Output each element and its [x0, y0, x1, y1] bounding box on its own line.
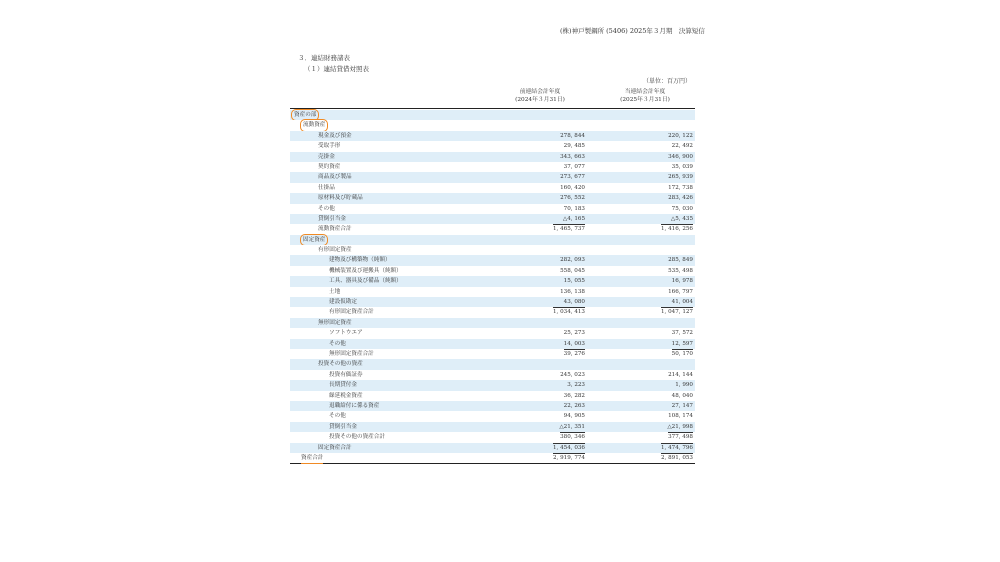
prev-value: 3, 223 [567, 382, 585, 389]
row-label: 無形固定資産 [318, 319, 352, 326]
row-label: 土地 [329, 288, 341, 295]
row-label: 契約資産 [318, 163, 341, 170]
curr-value: 1, 047, 127 [661, 307, 693, 317]
table-row-subtotal [290, 224, 695, 234]
table-row [290, 214, 695, 224]
table-row [290, 245, 695, 255]
table-row [290, 391, 695, 401]
curr-value: 50, 170 [672, 349, 693, 359]
row-label: その他 [318, 205, 335, 212]
curr-value: 1, 474, 796 [661, 443, 693, 453]
prev-value: 39, 276 [564, 349, 585, 359]
curr-value: 166, 797 [668, 288, 693, 295]
prev-value: △4, 165 [562, 215, 585, 222]
row-label-assets-section: 資産の部 [292, 110, 318, 120]
subsection-title: （１）連結貸借対照表 [304, 65, 369, 73]
table-row [290, 411, 695, 421]
prev-value: 36, 282 [563, 392, 585, 399]
table-row [290, 359, 695, 369]
column-header-curr-line2: (2025年３月31日) [620, 97, 670, 103]
row-label: 退職給付に係る資産 [329, 402, 380, 409]
table-row [290, 204, 695, 214]
curr-value: 377, 498 [668, 432, 693, 442]
curr-value: 346, 900 [668, 153, 693, 160]
table-row [290, 380, 695, 390]
table-row-subtotal [290, 307, 695, 317]
row-label: 繰延税金資産 [329, 392, 363, 399]
row-label: 受取手形 [318, 143, 341, 150]
table-row [290, 328, 695, 338]
column-header-prev-line1: 前連結会計年度 [519, 89, 561, 95]
curr-value: 27, 147 [671, 402, 693, 409]
curr-value: △5, 435 [670, 215, 693, 222]
prev-value: 29, 485 [563, 143, 585, 150]
prev-value: 37, 077 [563, 163, 585, 170]
table-row [290, 266, 695, 276]
curr-value: 285, 849 [668, 257, 693, 264]
curr-value: 265, 939 [668, 174, 693, 181]
row-label: 有形固定資産合計 [329, 309, 374, 316]
row-label: 貸倒引当金 [318, 215, 346, 222]
document-header: (株)神戸製鋼所 (5406) 2025年３月期 決算短信 [560, 27, 705, 35]
curr-value: △21, 998 [667, 423, 693, 430]
section-title: ３．連結財務諸表 [298, 54, 350, 62]
row-label: 貸倒引当金 [329, 423, 357, 430]
row-label: 機械装置及び運搬具（純額） [329, 267, 402, 274]
row-label: 投資その他の資産合計 [329, 434, 385, 441]
prev-value: 14, 003 [563, 340, 585, 347]
table-row [290, 297, 695, 307]
row-label: 建設仮勘定 [329, 299, 357, 306]
table-row [290, 235, 695, 245]
balance-sheet-table [290, 110, 695, 464]
row-label-total-assets: 資産合計 [301, 453, 323, 464]
curr-value: 283, 426 [668, 195, 693, 202]
curr-value: 220, 122 [668, 132, 693, 139]
prev-value: 160, 420 [560, 184, 585, 191]
table-row [290, 131, 695, 141]
curr-value: 22, 492 [671, 143, 693, 150]
row-label: 商品及び製品 [318, 174, 352, 181]
prev-value: 558, 045 [560, 267, 585, 274]
table-row-subtotal [290, 349, 695, 359]
prev-value: 273, 677 [560, 174, 585, 181]
prev-value: 245, 023 [560, 371, 585, 378]
row-label: 原材料及び貯蔵品 [318, 195, 363, 202]
table-row [290, 422, 695, 432]
curr-value: 214, 144 [668, 371, 693, 378]
curr-value: 12, 597 [671, 340, 693, 347]
table-row [290, 255, 695, 265]
column-header-current-year [605, 88, 685, 104]
prev-value: 22, 263 [563, 402, 585, 409]
prev-value: △21, 351 [559, 423, 585, 430]
table-row [290, 120, 695, 130]
curr-value: 172, 738 [668, 184, 693, 191]
curr-value: 2, 891, 053 [661, 453, 693, 463]
curr-value: 48, 040 [671, 392, 693, 399]
prev-value: 1, 034, 413 [553, 307, 585, 317]
table-row [290, 287, 695, 297]
column-header-prev-line2: (2024年３月31日) [515, 97, 565, 103]
row-label: 売掛金 [318, 153, 335, 160]
curr-value: 535, 498 [668, 267, 693, 274]
curr-value: 1, 416, 256 [661, 224, 693, 234]
row-label: 固定資産合計 [318, 444, 352, 451]
prev-value: 136, 138 [560, 288, 585, 295]
curr-value: 41, 004 [671, 299, 693, 306]
prev-value: 94, 905 [563, 413, 585, 420]
row-label: 投資有価証券 [329, 371, 363, 378]
table-row-subtotal [290, 443, 695, 453]
prev-value: 25, 273 [563, 330, 585, 337]
prev-value: 43, 080 [563, 299, 585, 306]
prev-value: 276, 552 [560, 195, 585, 202]
row-label: その他 [329, 413, 346, 420]
table-row [290, 110, 695, 120]
table-row [290, 339, 695, 349]
curr-value: 35, 039 [671, 163, 693, 170]
row-label: 投資その他の資産 [318, 361, 363, 368]
unit-label: （単位：百万円） [643, 78, 692, 85]
table-row-grand-total [290, 453, 695, 464]
prev-value: 1, 454, 036 [553, 443, 585, 453]
table-row [290, 193, 695, 203]
table-row [290, 172, 695, 182]
prev-value: 1, 465, 737 [553, 224, 585, 234]
row-label: 建物及び構築物（純額） [329, 257, 391, 264]
table-row [290, 318, 695, 328]
row-label: 有形固定資産 [318, 247, 352, 254]
curr-value: 16, 978 [671, 278, 693, 285]
table-row [290, 370, 695, 380]
prev-value: 278, 844 [560, 132, 585, 139]
column-header-prev-year [500, 88, 580, 104]
table-top-rule [290, 108, 695, 109]
prev-value: 380, 346 [560, 432, 585, 442]
row-label-fixed-assets: 固定資産 [301, 235, 327, 245]
row-label: 現金及び預金 [318, 132, 352, 139]
row-label: 流動資産合計 [318, 226, 352, 233]
row-label: ソフトウエア [329, 330, 363, 337]
prev-value: 15, 055 [563, 278, 585, 285]
column-header-curr-line1: 当連結会計年度 [624, 89, 666, 95]
curr-value: 75, 030 [671, 205, 693, 212]
row-label: 長期貸付金 [329, 382, 357, 389]
table-row-subtotal [290, 432, 695, 442]
prev-value: 343, 663 [560, 153, 585, 160]
table-row [290, 401, 695, 411]
curr-value: 1, 990 [675, 382, 693, 389]
table-row [290, 152, 695, 162]
row-label: 工具、器具及び備品（純額） [329, 278, 402, 285]
prev-value: 2, 919, 774 [553, 453, 585, 463]
prev-value: 70, 183 [563, 205, 585, 212]
table-row [290, 276, 695, 286]
prev-value: 282, 093 [560, 257, 585, 264]
table-row [290, 141, 695, 151]
row-label-current-assets: 流動資産 [301, 120, 327, 130]
row-label: 無形固定資産合計 [329, 350, 374, 357]
curr-value: 37, 572 [671, 330, 693, 337]
row-label: 仕掛品 [318, 184, 335, 191]
row-label: その他 [329, 340, 346, 347]
curr-value: 108, 174 [668, 413, 693, 420]
table-row [290, 162, 695, 172]
table-row [290, 183, 695, 193]
